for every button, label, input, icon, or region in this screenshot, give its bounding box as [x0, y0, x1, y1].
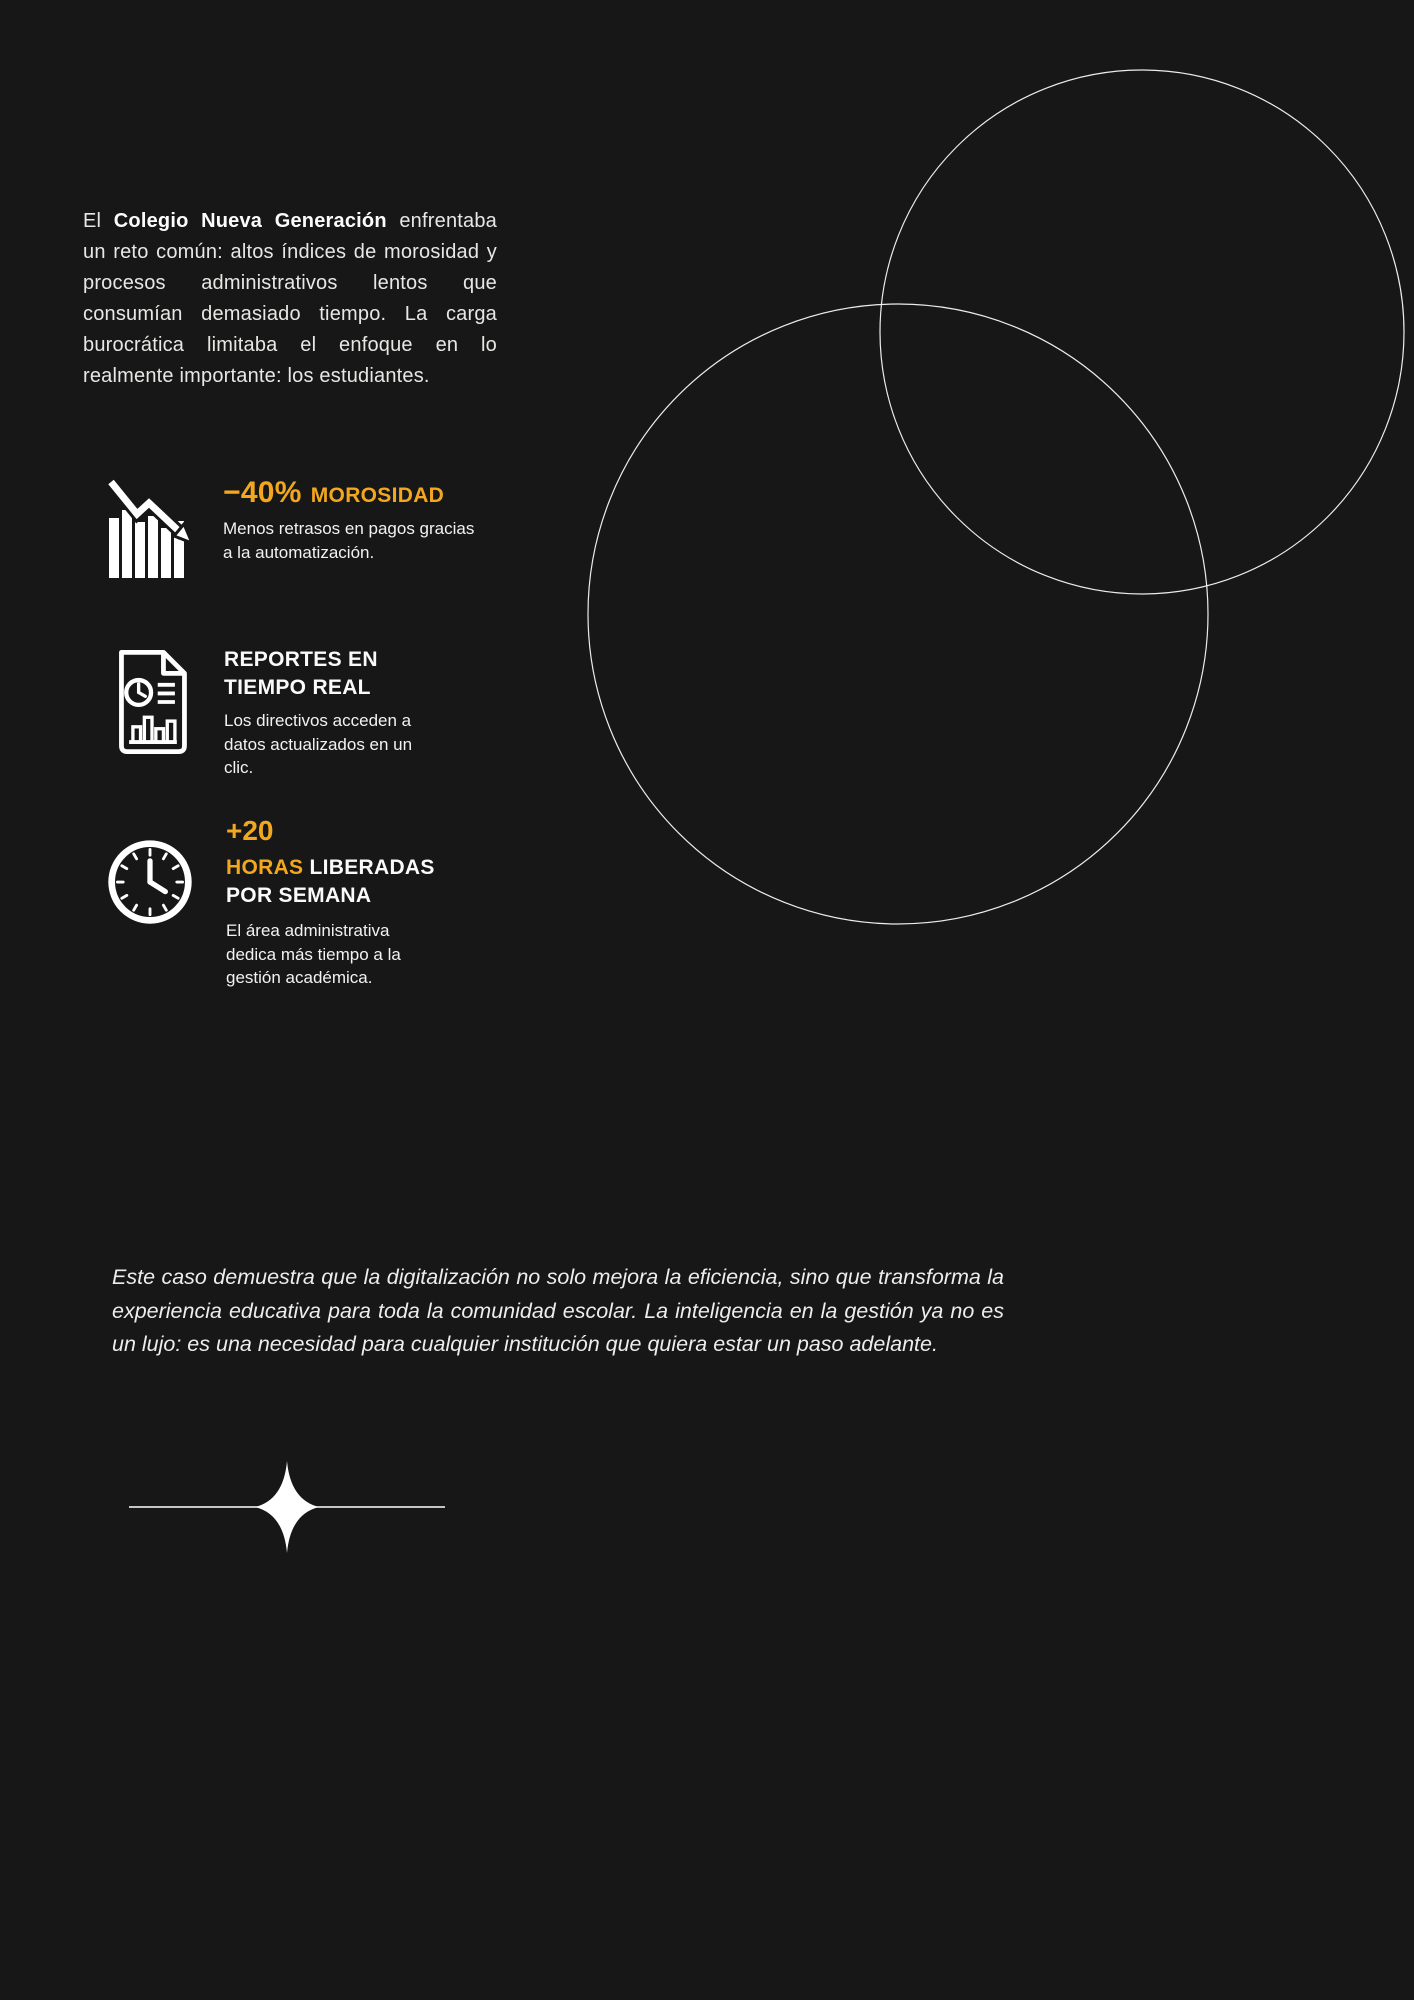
- stat-value: +20: [226, 815, 274, 846]
- college-name: Colegio Nueva Generación: [113, 210, 387, 232]
- stat-label-rest: LIBERADAS POR SEMANA: [226, 856, 435, 907]
- stat-title: [226, 854, 466, 910]
- stat-title: REPORTES EN TIEMPO REAL: [224, 648, 378, 699]
- stat-value: −40%: [223, 476, 302, 509]
- stat-label: MOROSIDAD: [310, 484, 445, 507]
- declining-bar-chart-icon: [107, 476, 193, 578]
- stat-heading: [223, 476, 475, 510]
- realtime-report-icon: [110, 646, 194, 758]
- intro-paragraph: [83, 206, 497, 392]
- stat-label-accent: HORAS: [226, 856, 304, 879]
- stat-item-horas: [104, 814, 466, 990]
- intro-body: enfrentaba un reto común: altos índices de morosidad y procesos administrativos lentos que consumían demasiado tiempo. La carga burocrática limitaba el enfoque en lo realmente importante: los estudiantes.: [83, 210, 497, 387]
- stat-description: El área administrativa dedica más tiempo a la gestión académica.: [226, 921, 401, 987]
- circle-outline-top: [880, 70, 1404, 594]
- stat-text: [224, 646, 444, 780]
- stat-description: Los directivos acceden a datos actualizados en un clic.: [224, 711, 413, 777]
- clock-icon: [104, 836, 196, 928]
- closing-paragraph: Este caso demuestra que la digitalización no solo mejora la eficiencia, sino que transforma la experiencia educativa para toda la comunidad escolar. La inteligencia en la gestión ya no es un lujo: es una necesidad para cualquier institución que quiera estar un paso adelante.: [112, 1265, 1004, 1356]
- stat-item-reportes: [110, 646, 444, 780]
- intro-lead: El: [83, 210, 102, 232]
- circle-outline-bottom: [588, 304, 1208, 924]
- stat-item-morosidad: [107, 476, 475, 578]
- stat-text: [226, 814, 466, 990]
- stat-description: Menos retrasos en pagos gracias a la automatización.: [223, 519, 475, 562]
- sparkle-icon: [117, 1452, 457, 1562]
- stat-text: [223, 476, 475, 578]
